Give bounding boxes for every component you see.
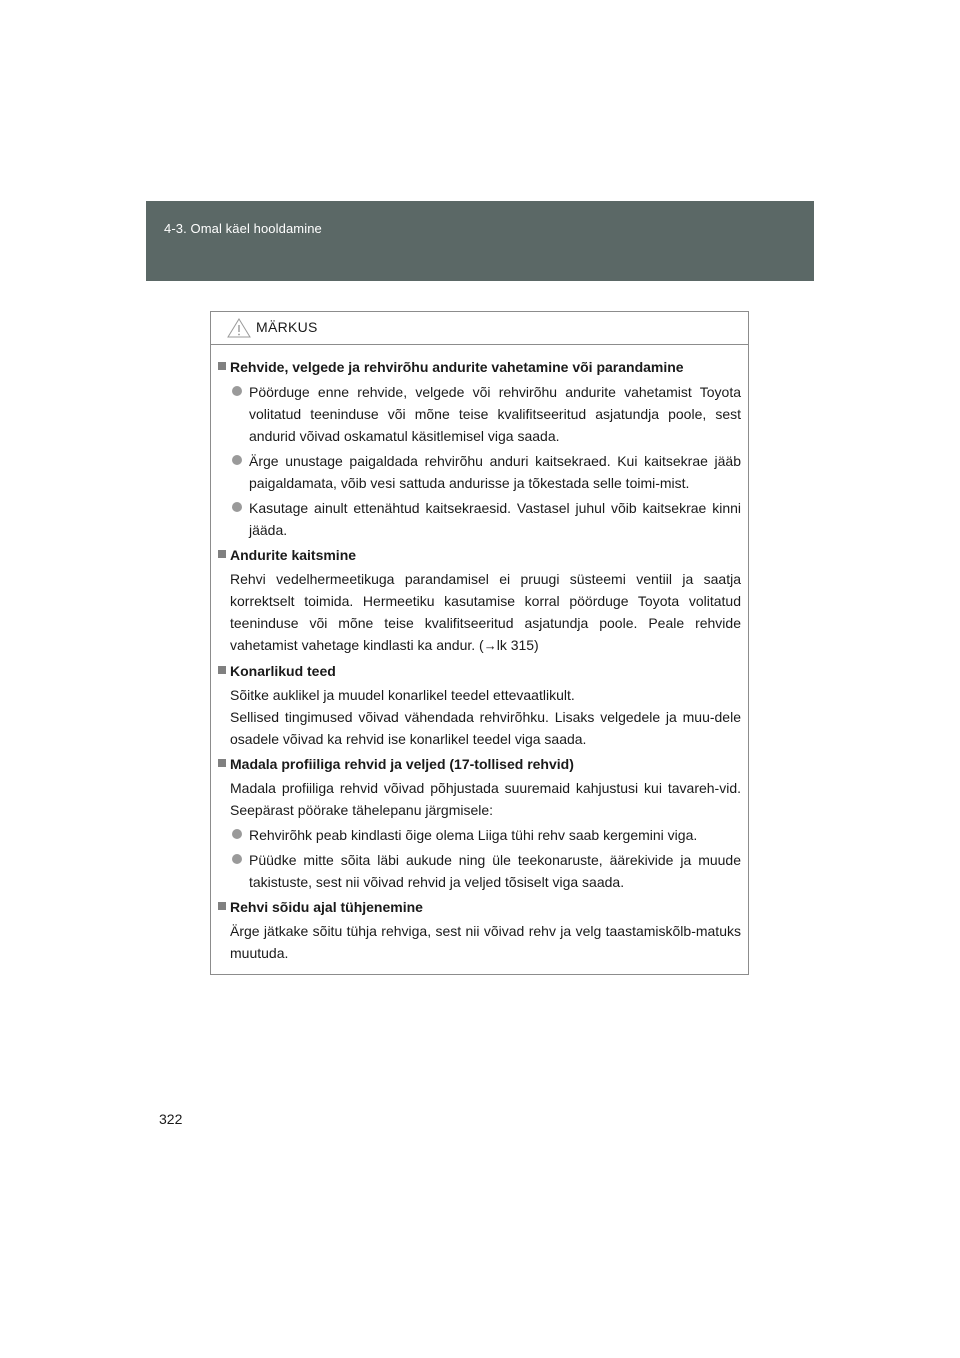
section-heading: Madala profiiliga rehvid ja veljed (17-tollised rehvid) <box>218 753 741 775</box>
bullet-item: Püüdke mitte sõita läbi aukude ning üle teekonaruste, äärekivide ja muude takistuste, sest nii võivad rehvid ja veljed tõsiselt viga saada. <box>218 849 741 893</box>
arrow-icon: → <box>483 638 497 653</box>
bullet-item: Rehvirõhk peab kindlasti õige olema Liiga tühi rehv saab kergemini viga. <box>218 824 741 846</box>
section-heading: Konarlikud teed <box>218 660 741 682</box>
section-heading: Andurite kaitsmine <box>218 544 741 566</box>
paragraph: Sõitke auklikel ja muudel konarlikel teedel ettevaatlikult. <box>230 687 575 703</box>
notice-body <box>211 345 748 964</box>
section-heading: Rehvide, velgede ja rehvirõhu andurite vahetamine või parandamine <box>218 356 741 378</box>
bullet-item: Ärge unustage paigaldada rehvirõhu anduri kaitsekraed. Kui kaitsekrae jääb paigaldamata, võib vesi sattuda andurisse ja tõkestada selle toimi-mist. <box>218 450 741 494</box>
paragraph: Madala profiiliga rehvid võivad põhjustada suuremaid kahjustusi kui tavareh-vid. Seepärast pöörake tähelepanu järgmisele: <box>230 780 741 818</box>
paragraph: Sellised tingimused võivad vähendada rehvirõhku. Lisaks velgedele ja muu-dele osadele võivad ka rehvid ise konarlikel teedel viga saada. <box>230 709 741 747</box>
section-title: 4-3. Omal käel hooldamine <box>164 221 322 236</box>
paragraph: Ärge jätkake sõitu tühja rehviga, sest nii võivad rehv ja velg taastamiskõlb-matuks muutuda. <box>230 923 741 961</box>
notice-box <box>210 311 749 975</box>
header-bar <box>146 201 814 281</box>
bullet-item: Kasutage ainult ettenähtud kaitsekraesid. Vastasel juhul võib kaitsekrae kinni jääda. <box>218 497 741 541</box>
bullet-item: Pöörduge enne rehvide, velgede või rehvirõhu andurite vahetamist Toyota volitatud teeninduse või mõne teise kvalifitseeritud asjatundja poole, sest andurid võivad oskamatul käsitlemisel viga saada. <box>218 381 741 447</box>
page-number: 322 <box>159 1111 183 1127</box>
paragraph-text: Rehvi vedelhermeetikuga parandamisel ei pruugi süsteemi ventiil ja saatja korrektselt toimida. Hermeetiku kasutamise korral pöörduge Toyota volitatud teeninduse või mõne teise kvalifitseeritud asjatundja poole. Peale rehvide vahetamist vahetage kindlasti ka andur. ( <box>230 571 741 653</box>
warning-triangle-icon <box>227 318 251 338</box>
paragraph <box>218 568 741 657</box>
notice-title: MÄRKUS <box>256 319 318 335</box>
section-heading: Rehvi sõidu ajal tühjenemine <box>218 896 741 918</box>
page-reference: lk 315) <box>496 637 539 653</box>
notice-header <box>211 312 748 345</box>
